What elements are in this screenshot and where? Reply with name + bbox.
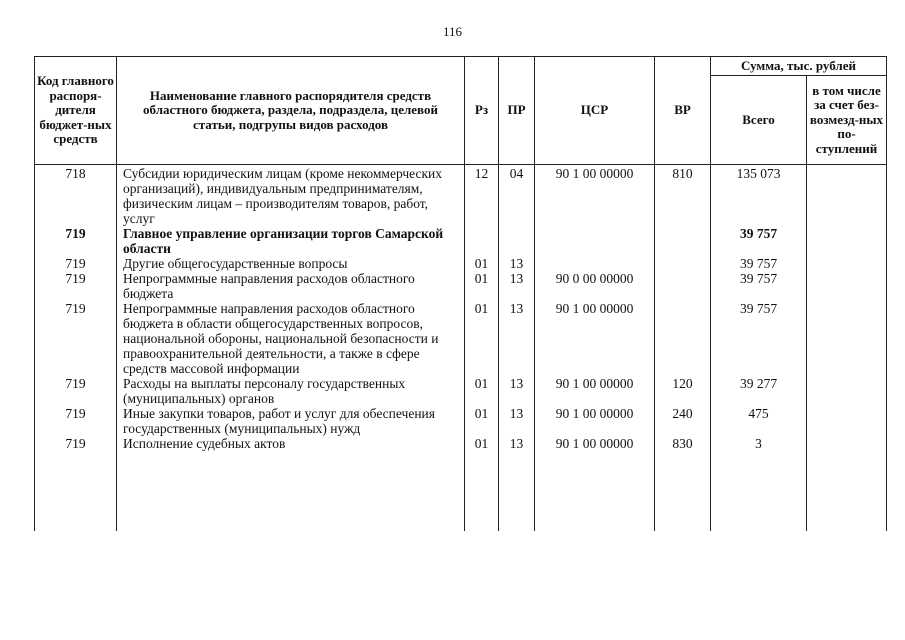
header-csr: ЦСР bbox=[535, 57, 655, 165]
cell-code: 719 bbox=[35, 256, 117, 271]
cell-vr: 830 bbox=[655, 436, 711, 451]
cell-total: 475 bbox=[711, 406, 807, 436]
cell-empty bbox=[655, 451, 711, 531]
table-row bbox=[35, 406, 887, 436]
cell-name: Иные закупки товаров, работ и услуг для обеспечения государственных (муниципальных) нужд bbox=[117, 406, 465, 436]
cell-empty bbox=[117, 451, 465, 531]
cell-rz: 01 bbox=[465, 376, 499, 406]
table-body bbox=[35, 165, 887, 532]
header-incl: в том числе за счет без-возмезд-ных по-ступлений bbox=[807, 76, 887, 165]
cell-pr: 13 bbox=[499, 271, 535, 301]
cell-incl bbox=[807, 271, 887, 301]
cell-vr: 240 bbox=[655, 406, 711, 436]
cell-rz: 01 bbox=[465, 256, 499, 271]
header-rz: Рз bbox=[465, 57, 499, 165]
cell-pr: 13 bbox=[499, 256, 535, 271]
cell-csr: 90 0 00 00000 bbox=[535, 271, 655, 301]
cell-total: 39 277 bbox=[711, 376, 807, 406]
table-header bbox=[35, 57, 887, 165]
cell-pr bbox=[499, 226, 535, 256]
cell-total: 39 757 bbox=[711, 226, 807, 256]
cell-vr: 120 bbox=[655, 376, 711, 406]
cell-rz bbox=[465, 226, 499, 256]
cell-total: 135 073 bbox=[711, 165, 807, 227]
cell-name: Расходы на выплаты персоналу государственных (муниципальных) органов bbox=[117, 376, 465, 406]
cell-csr bbox=[535, 256, 655, 271]
cell-csr bbox=[535, 226, 655, 256]
cell-total: 39 757 bbox=[711, 271, 807, 301]
cell-empty bbox=[35, 451, 117, 531]
table-row bbox=[35, 271, 887, 301]
cell-csr: 90 1 00 00000 bbox=[535, 436, 655, 451]
cell-pr: 13 bbox=[499, 376, 535, 406]
cell-vr: 810 bbox=[655, 165, 711, 227]
cell-empty bbox=[807, 451, 887, 531]
header-total: Всего bbox=[711, 76, 807, 165]
budget-table bbox=[34, 56, 887, 531]
cell-code: 719 bbox=[35, 226, 117, 256]
cell-name: Исполнение судебных актов bbox=[117, 436, 465, 451]
cell-vr bbox=[655, 256, 711, 271]
cell-incl bbox=[807, 165, 887, 227]
cell-empty bbox=[465, 451, 499, 531]
cell-code: 719 bbox=[35, 271, 117, 301]
table-row bbox=[35, 226, 887, 256]
header-vr: ВР bbox=[655, 57, 711, 165]
table-row bbox=[35, 376, 887, 406]
cell-incl bbox=[807, 256, 887, 271]
header-name: Наименование главного распорядителя средств областного бюджета, раздела, подраздела, целевой статьи, подгрупы видов расходов bbox=[117, 57, 465, 165]
cell-csr: 90 1 00 00000 bbox=[535, 301, 655, 376]
cell-name: Непрограммные направления расходов областного бюджета bbox=[117, 271, 465, 301]
cell-csr: 90 1 00 00000 bbox=[535, 376, 655, 406]
cell-total: 39 757 bbox=[711, 256, 807, 271]
cell-csr: 90 1 00 00000 bbox=[535, 165, 655, 227]
cell-name: Другие общегосударственные вопросы bbox=[117, 256, 465, 271]
cell-csr: 90 1 00 00000 bbox=[535, 406, 655, 436]
cell-incl bbox=[807, 226, 887, 256]
cell-name: Непрограммные направления расходов областного бюджета в области общегосударственных вопросов, национальной обороны, национальной безопасности и правоохранительной деятельности, а также в сфере средств массовой информации bbox=[117, 301, 465, 376]
header-code: Код главного распоря-дителя бюджет-ных средств bbox=[35, 57, 117, 165]
table-row bbox=[35, 165, 887, 227]
cell-code: 719 bbox=[35, 406, 117, 436]
cell-rz: 01 bbox=[465, 436, 499, 451]
cell-empty bbox=[711, 451, 807, 531]
cell-incl bbox=[807, 436, 887, 451]
table-row bbox=[35, 256, 887, 271]
cell-pr: 13 bbox=[499, 301, 535, 376]
cell-vr bbox=[655, 271, 711, 301]
cell-vr bbox=[655, 301, 711, 376]
cell-incl bbox=[807, 376, 887, 406]
cell-total: 3 bbox=[711, 436, 807, 451]
table-row bbox=[35, 436, 887, 451]
cell-pr: 04 bbox=[499, 165, 535, 227]
header-pr: ПР bbox=[499, 57, 535, 165]
cell-rz: 01 bbox=[465, 271, 499, 301]
cell-empty bbox=[535, 451, 655, 531]
cell-empty bbox=[499, 451, 535, 531]
page-number: 116 bbox=[442, 24, 463, 39]
cell-code: 719 bbox=[35, 436, 117, 451]
cell-total: 39 757 bbox=[711, 301, 807, 376]
table-row-empty bbox=[35, 451, 887, 531]
cell-code: 719 bbox=[35, 376, 117, 406]
cell-code: 719 bbox=[35, 301, 117, 376]
cell-rz: 01 bbox=[465, 406, 499, 436]
cell-incl bbox=[807, 301, 887, 376]
cell-code: 718 bbox=[35, 165, 117, 227]
table-row bbox=[35, 301, 887, 376]
cell-rz: 01 bbox=[465, 301, 499, 376]
cell-incl bbox=[807, 406, 887, 436]
cell-pr: 13 bbox=[499, 406, 535, 436]
cell-vr bbox=[655, 226, 711, 256]
cell-rz: 12 bbox=[465, 165, 499, 227]
cell-pr: 13 bbox=[499, 436, 535, 451]
cell-name: Главное управление организации торгов Самарской области bbox=[117, 226, 465, 256]
cell-name: Субсидии юридическим лицам (кроме некоммерческих организаций), индивидуальным предпринимателям, физическим лицам – производителям товаров, работ, услуг bbox=[117, 165, 465, 227]
header-sum: Сумма, тыс. рублей bbox=[711, 57, 887, 76]
